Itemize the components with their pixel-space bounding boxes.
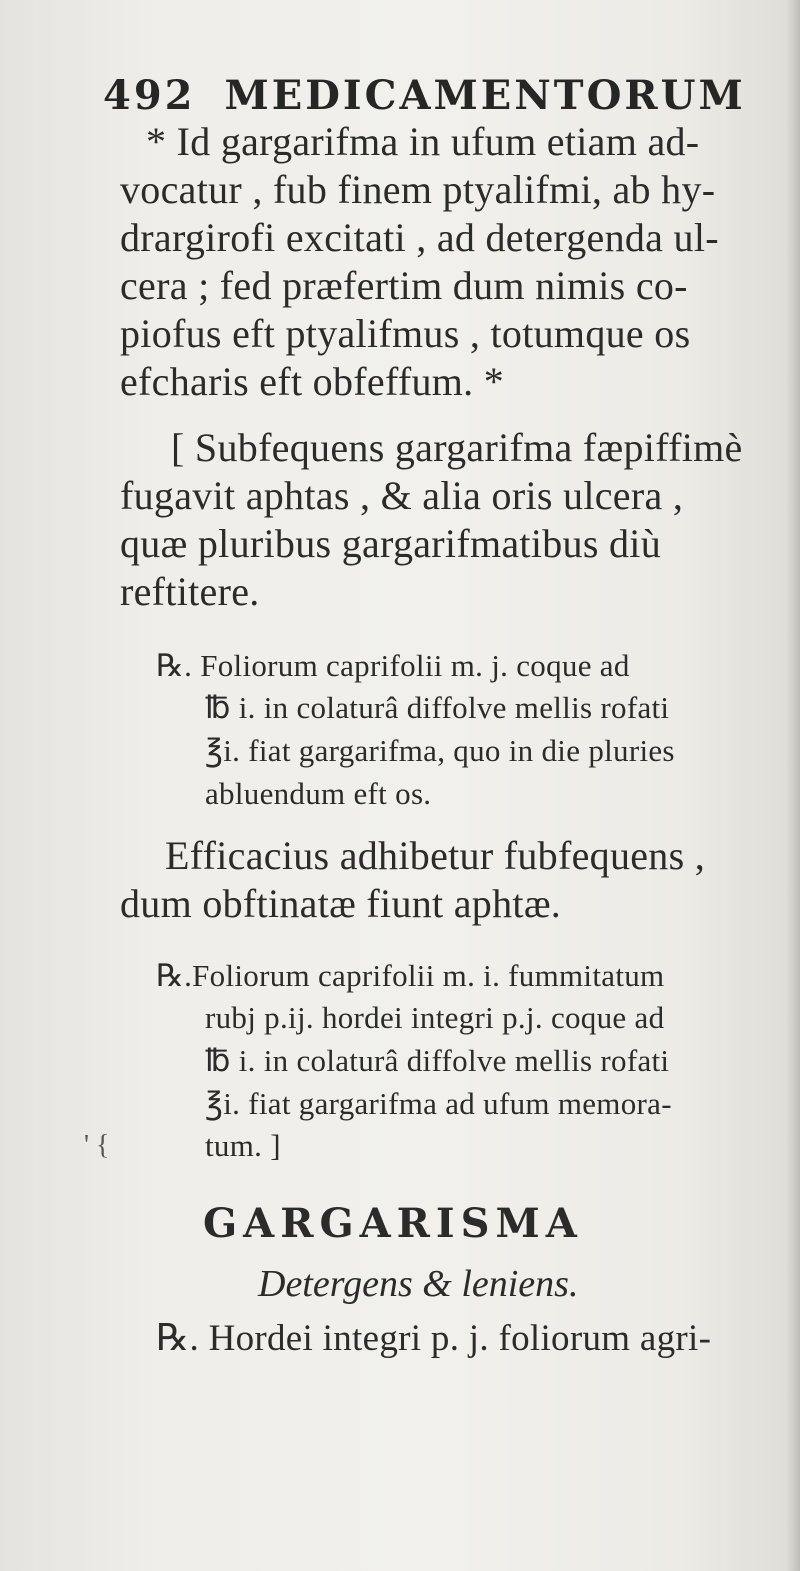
recipe-line: ℔ i. in colaturâ diffolve mellis rofati xyxy=(205,1043,670,1078)
text-line: dum obftinatæ fiunt aphtæ. xyxy=(120,881,562,926)
running-title: MEDICAMENTORUM xyxy=(224,72,746,119)
text-line: efcharis eft obfeffum. * xyxy=(120,359,505,404)
text-line: quæ pluribus gargarifmatibus diù xyxy=(120,521,662,566)
text-line: * Id gargarifma in ufum etiam ad- xyxy=(146,119,700,164)
recipe-line: tum. ] xyxy=(205,1128,281,1163)
text-line: cera ; fed præfertim dum nimis co- xyxy=(120,263,688,308)
text-line: Efficacius adhibetur fubfequens , xyxy=(165,833,706,878)
recipe-line: ℞. Foliorum caprifolii m. j. coque ad xyxy=(156,648,630,683)
text-line: drargirofi excitati , ad detergenda ul- xyxy=(120,215,719,260)
text-line: vocatur , fub finem ptyalifmi, ab hy- xyxy=(120,167,716,212)
section-title: GARGARISMA xyxy=(203,1200,583,1247)
page-number: 492 xyxy=(103,72,196,119)
page-edge-shadow xyxy=(786,0,800,1571)
text-line: [ Subfequens gargarifma fæpiffimè xyxy=(171,425,743,470)
section-subtitle: Detergens & leniens. xyxy=(258,1263,579,1305)
recipe-line: rubj p.ij. hordei integri p.j. coque ad xyxy=(205,1000,665,1035)
page-header xyxy=(103,72,753,119)
recipe-line: ℥i. fiat gargarifma, quo in die pluries xyxy=(205,733,675,768)
text-line: fugavit aphtas , & alia oris ulcera , xyxy=(120,473,684,518)
recipe-line: ℔ i. in colaturâ diffolve mellis rofati xyxy=(205,690,670,725)
recipe-line: ℞.Foliorum caprifolii m. i. fummitatum xyxy=(156,958,665,993)
margin-bracket: ' { xyxy=(84,1130,110,1161)
text-line: reftitere. xyxy=(120,569,260,614)
recipe-line: ℞. Hordei integri p. j. foliorum agri- xyxy=(156,1318,712,1359)
recipe-line: ℥i. fiat gargarifma ad ufum memora- xyxy=(205,1086,672,1121)
recipe-line: abluendum eft os. xyxy=(205,776,432,811)
text-line: piofus eft ptyalifmus , totumque os xyxy=(120,311,691,356)
